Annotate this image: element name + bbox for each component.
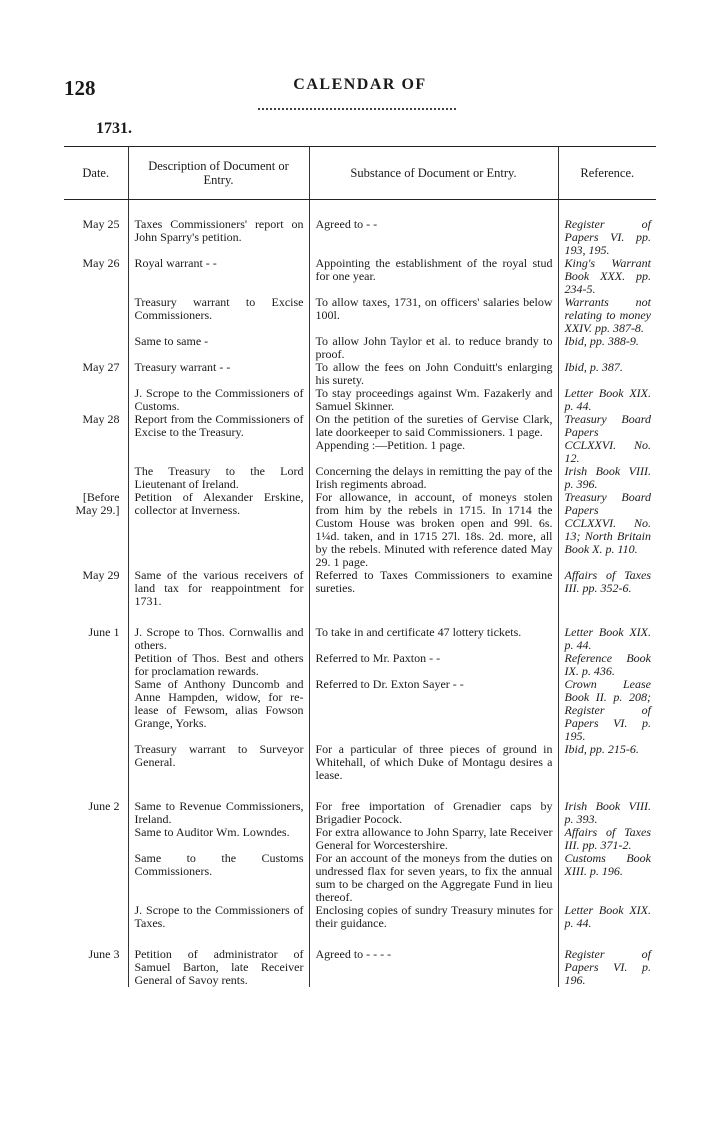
entry-reference: Affairs of Taxes III. pp. 371-2. <box>558 826 656 852</box>
entry-reference: Reference Book IX. p. 436. <box>558 652 656 678</box>
entry-substance: Agreed to - - <box>309 200 558 258</box>
entry-date <box>64 852 128 904</box>
entry-date <box>64 678 128 743</box>
entry-substance <box>309 413 558 465</box>
entry-description: Same to Auditor Wm. Lowndes. <box>128 826 309 852</box>
entry-substance: Enclosing copies of sundry Treasury minutes for their guidance. <box>309 904 558 930</box>
entry-reference: Ibid, p. 387. <box>558 361 656 387</box>
entry-date: May 25 <box>82 217 120 231</box>
table-row <box>64 852 656 904</box>
entry-description: Same of the various receivers of land tax for reappointment for 1731. <box>128 569 309 608</box>
entry-substance: Appointing the establishment of the royal stud for one year. <box>309 257 558 296</box>
entry-reference: Letter Book XIX. p. 44. <box>558 904 656 930</box>
entry-description: Petition of Alexander Erskine, collector at Inverness. <box>128 491 309 569</box>
table-row <box>64 387 656 413</box>
entry-substance: For extra allowance to John Sparry, late Receiver General for Worcestershire. <box>309 826 558 852</box>
table-row <box>64 608 656 652</box>
entry-description: Royal warrant - - <box>128 257 309 296</box>
year-heading: 1731. <box>96 120 132 137</box>
entry-description: Petition of Thos. Best and others for proclamation rewards. <box>128 652 309 678</box>
entry-description: Report from the Commissioners of Excise to the Treasury. <box>128 413 309 465</box>
entry-substance: For free importation of Grenadier caps by Brigadier Pocock. <box>309 782 558 826</box>
table-row <box>64 335 656 361</box>
entry-date <box>64 465 128 491</box>
entry-description: Same to the Customs Commissioners. <box>128 852 309 904</box>
entry-substance: Referred to Dr. Exton Sayer - - <box>309 678 558 743</box>
entry-substance-appending: Appending :—Petition. 1 page. <box>315 438 466 452</box>
entry-reference: Ibid, pp. 215-6. <box>558 743 656 782</box>
entry-date <box>64 387 128 413</box>
entry-date: May 28 <box>82 412 120 426</box>
entry-reference: Customs Book XIII. p. 196. <box>558 852 656 904</box>
entry-description: J. Scrope to Thos. Cornwallis and others. <box>128 608 309 652</box>
entry-substance: For an account of the moneys from the duties on undressed flax for seven years, to fix the annual sum to be charged on the Aggregate Fund in lieu thereof. <box>309 852 558 904</box>
entry-description: Treasury warrant to Surveyor General. <box>128 743 309 782</box>
entry-date <box>64 652 128 678</box>
entry-substance: To allow John Taylor et al. to reduce brandy to proof. <box>309 335 558 361</box>
table-row <box>64 465 656 491</box>
table-row <box>64 361 656 387</box>
table-row <box>64 930 656 987</box>
entry-reference: Crown Lease Book II. p. 208; Register of Papers VI. p. 195. <box>558 678 656 743</box>
entry-substance: Concerning the delays in remitting the pay of the Irish regiments abroad. <box>309 465 558 491</box>
entry-substance: Referred to Mr. Paxton - - <box>309 652 558 678</box>
entry-date: June 1 <box>88 625 120 639</box>
entry-substance: To stay proceedings against Wm. Fazakerly and Samuel Skinner. <box>309 387 558 413</box>
entry-date <box>64 296 128 335</box>
running-head-rule <box>258 108 456 110</box>
entry-description: The Treasury to the Lord Lieutenant of Ireland. <box>128 465 309 491</box>
page-number: 128 <box>64 76 96 100</box>
entry-description: Same to same - <box>128 335 309 361</box>
entry-date <box>64 743 128 782</box>
entry-description: Same of Anthony Duncomb and Anne Hampden, widow, for re-lease of Fewsom, alias Fowson Grange, Yorks. <box>128 678 309 743</box>
entry-substance: To allow taxes, 1731, on officers' salaries below 100l. <box>309 296 558 335</box>
entry-substance-main: On the petition of the sureties of Gervise Clark, late doorkeeper to said Commissioners. 1 page. <box>315 412 553 439</box>
table-row <box>64 652 656 678</box>
table-row <box>64 491 656 569</box>
entry-reference: Irish Book VIII. p. 393. <box>558 782 656 826</box>
entry-date: June 3 <box>88 947 120 961</box>
running-head: CALENDAR OF <box>293 76 427 93</box>
table-row <box>64 743 656 782</box>
entry-reference: Affairs of Taxes III. pp. 352-6. <box>558 569 656 608</box>
table-row <box>64 296 656 335</box>
entry-date <box>64 826 128 852</box>
table-row <box>64 257 656 296</box>
table-row <box>64 782 656 826</box>
header-substance: Substance of Document or Entry. <box>309 147 558 200</box>
table-row <box>64 678 656 743</box>
entry-substance: For allowance, in account, of moneys stolen from him by the rebels in 1715. In 1714 the Custom House was broken open and 99l. 6s. 1¼d. taken, and in 1715 27l. 18s. 2d. more, all by the rebels. Minuted with reference dated May 29. 1 page. <box>309 491 558 569</box>
entry-reference: King's Warrant Book XXX. pp. 234-5. <box>558 257 656 296</box>
entry-reference: Treasury Board Papers CCLXXVI. No. 13; North Britain Book X. p. 110. <box>558 491 656 569</box>
entry-substance: To allow the fees on John Conduitt's enlarging his surety. <box>309 361 558 387</box>
table-row <box>64 200 656 258</box>
entry-substance: To take in and certificate 47 lottery tickets. <box>309 608 558 652</box>
header-reference: Reference. <box>558 147 656 200</box>
table-row <box>64 904 656 930</box>
entry-date: June 2 <box>88 799 120 813</box>
entry-substance: Agreed to - - - - <box>309 930 558 987</box>
entry-substance: Referred to Taxes Commissioners to examine sureties. <box>309 569 558 608</box>
header-description: Description of Document or Entry. <box>128 147 309 200</box>
table-row <box>64 826 656 852</box>
entry-description: Treasury warrant - - <box>128 361 309 387</box>
header-date: Date. <box>64 147 128 200</box>
entry-date: [Before May 29.] <box>75 490 120 517</box>
entry-description: Treasury warrant to Excise Commissioners. <box>128 296 309 335</box>
entry-date: May 26 <box>82 256 120 270</box>
header-row <box>64 147 656 200</box>
entry-description: Petition of administrator of Samuel Barton, late Receiver General of Savoy rents. <box>128 930 309 987</box>
entry-reference: Letter Book XIX. p. 44. <box>558 608 656 652</box>
entry-date: May 27 <box>82 360 120 374</box>
entry-reference: Register of Papers VI. p. 196. <box>558 930 656 987</box>
entry-description: Same to Revenue Commissioners, Ireland. <box>128 782 309 826</box>
entry-reference: Letter Book XIX. p. 44. <box>558 387 656 413</box>
table-row <box>64 413 656 465</box>
entry-substance: For a particular of three pieces of ground in Whitehall, of which Duke of Montagu desires a lease. <box>309 743 558 782</box>
calendar-table <box>64 146 656 987</box>
entry-date: May 29 <box>82 568 120 582</box>
entry-reference: Ibid, pp. 388-9. <box>558 335 656 361</box>
entry-reference: Warrants not relating to money XXIV. pp. 387-8. <box>558 296 656 335</box>
entry-date <box>64 335 128 361</box>
entry-date <box>64 904 128 930</box>
table-row <box>64 569 656 608</box>
entry-description: J. Scrope to the Commissioners of Customs. <box>128 387 309 413</box>
entry-reference: Irish Book VIII. p. 396. <box>558 465 656 491</box>
entry-reference: Treasury Board Papers CCLXXVI. No. 12. <box>558 413 656 465</box>
entry-reference: Register of Papers VI. pp. 193, 195. <box>558 200 656 258</box>
entry-description: Taxes Commissioners' report on John Sparry's petition. <box>128 200 309 258</box>
entry-description: J. Scrope to the Commissioners of Taxes. <box>128 904 309 930</box>
